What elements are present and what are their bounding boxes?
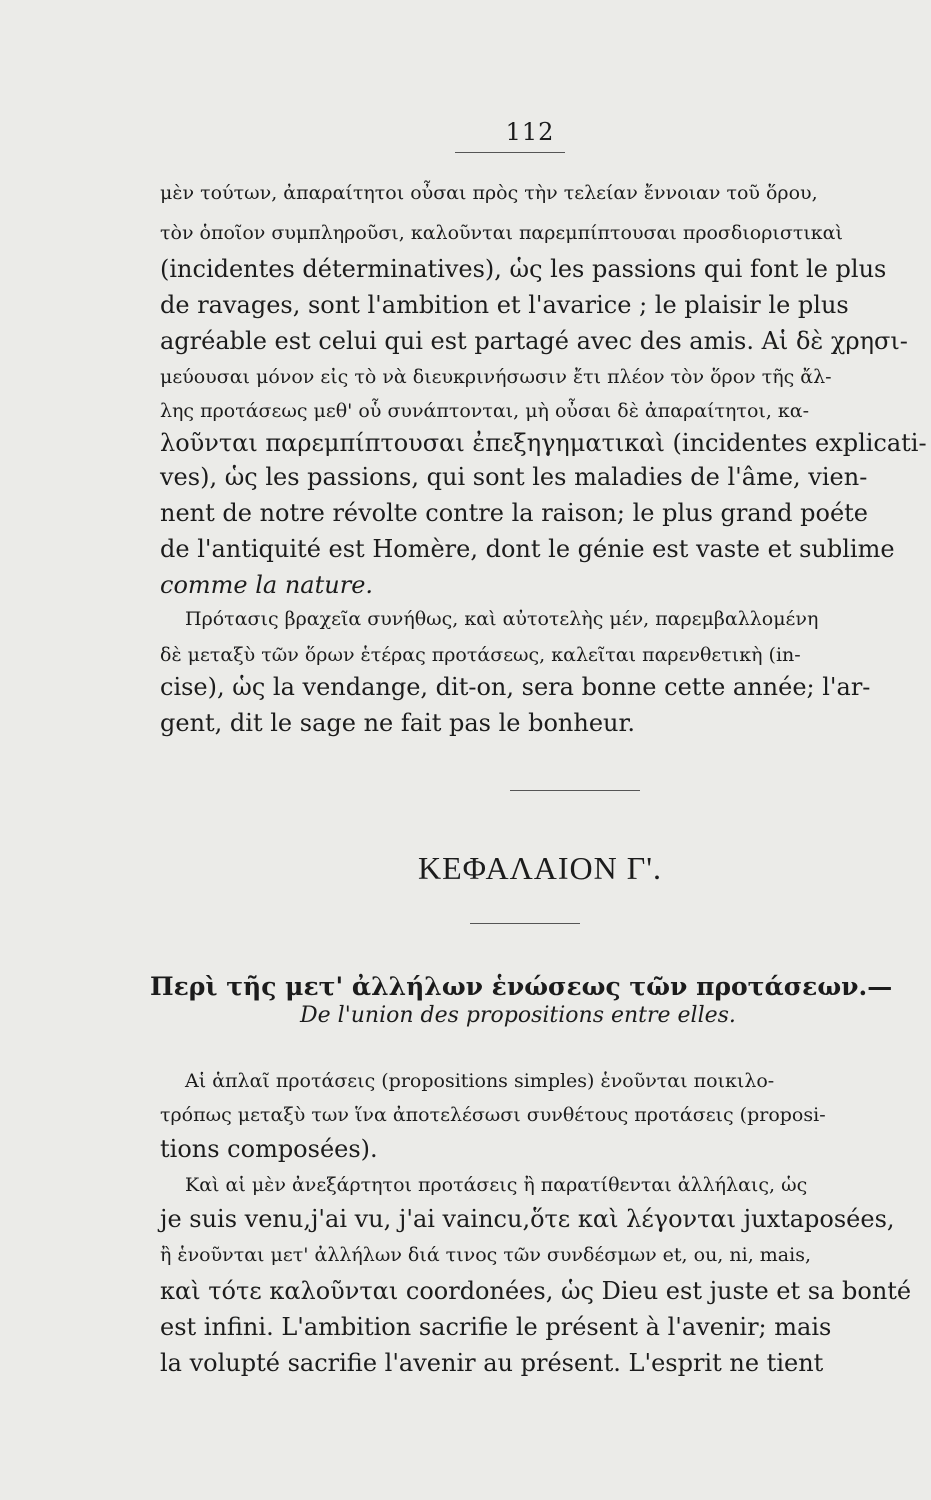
text-line: τὸν ὁποῖον συμπληροῦσι, καλοῦνται παρεμπίπτουσαι προσδιοριστικαὶ xyxy=(160,222,843,244)
chapter-heading: ΚΕΦΑΛΑΙΟΝ Γ'. xyxy=(417,850,663,886)
text-line: cise), ὡς la vendange, dit-on, sera bonne cette année; l'ar- xyxy=(160,673,871,701)
text-line: λοῦνται παρεμπίπτουσαι ἐπεξηγηματικαὶ (incidentes explicati- xyxy=(160,429,927,457)
text-line: agréable est celui qui est partagé avec des amis. Αἱ δὲ χρησι- xyxy=(160,327,908,355)
section-title: Περὶ τῆς μετ' ἀλλήλων ἑνώσεως τῶν προτάσεων.— xyxy=(150,972,893,1001)
chapter-rule xyxy=(470,923,580,924)
text-line: la volupté sacrifie l'avenir au présent. L'esprit ne tient xyxy=(160,1349,824,1377)
text-line: comme la nature. xyxy=(160,571,374,599)
text-line: ves), ὡς les passions, qui sont les maladies de l'âme, vien- xyxy=(160,463,868,491)
text-line: je suis venu,j'ai vu, j'ai vaincu,ὅτε καὶ λέγονται juxtaposées, xyxy=(160,1205,895,1233)
text-line: λης προτάσεως μεθ' οὗ συνάπτονται, μὴ οὖσαι δὲ ἀπαραίτητοι, κα- xyxy=(160,400,810,422)
text-line: de ravages, sont l'ambition et l'avarice ; le plaisir le plus xyxy=(160,291,849,319)
text-line: tions composées). xyxy=(160,1135,378,1163)
separator-rule xyxy=(510,790,640,791)
text-line: Αἱ ἁπλαῖ προτάσεις (propositions simples) ἑνοῦνται ποικιλο- xyxy=(185,1070,775,1092)
text-line: est infini. L'ambition sacrifie le présent à l'avenir; mais xyxy=(160,1313,832,1341)
text-line: ἢ ἑνοῦνται μετ' ἀλλήλων διά τινος τῶν συνδέσμων et, ou, ni, mais, xyxy=(160,1244,811,1266)
text-line: μεύουσαι μόνον εἰς τὸ νὰ διευκρινήσωσιν ἔτι πλέον τὸν ὅρον τῆς ἄλ- xyxy=(160,366,832,388)
text-line: Καὶ αἱ μὲν ἀνεξάρτητοι προτάσεις ἢ παρατίθενται ἀλλήλαις, ὡς xyxy=(185,1174,808,1196)
text-line: (incidentes déterminatives), ὡς les passions qui font le plus xyxy=(160,255,887,283)
text-line: nent de notre révolte contre la raison; le plus grand poéte xyxy=(160,499,868,527)
text-line: gent, dit le sage ne fait pas le bonheur. xyxy=(160,709,635,737)
text-line: Πρότασις βραχεῖα συνήθως, καὶ αὐτοτελὴς μέν, παρεμβαλλομένη xyxy=(185,608,819,630)
text-line: τρόπως μεταξὺ των ἵνα ἀποτελέσωσι συνθέτους προτάσεις (proposi- xyxy=(160,1104,826,1126)
text-line: de l'antiquité est Homère, dont le génie est vaste et sublime xyxy=(160,535,895,563)
page-number: 112 xyxy=(505,118,555,146)
header-rule xyxy=(455,152,565,153)
text-line: δὲ μεταξὺ τῶν ὅρων ἑτέρας προτάσεως, καλεῖται παρενθετικὴ (in- xyxy=(160,644,801,666)
section-subtitle: De l'union des propositions entre elles. xyxy=(300,1003,736,1028)
text-line: μὲν τούτων, ἀπαραίτητοι οὖσαι πρὸς τὴν τελείαν ἔννοιαν τοῦ ὅρου, xyxy=(160,182,818,204)
text-line: καὶ τότε καλοῦνται coordonées, ὡς Dieu est juste et sa bonté xyxy=(160,1277,912,1305)
